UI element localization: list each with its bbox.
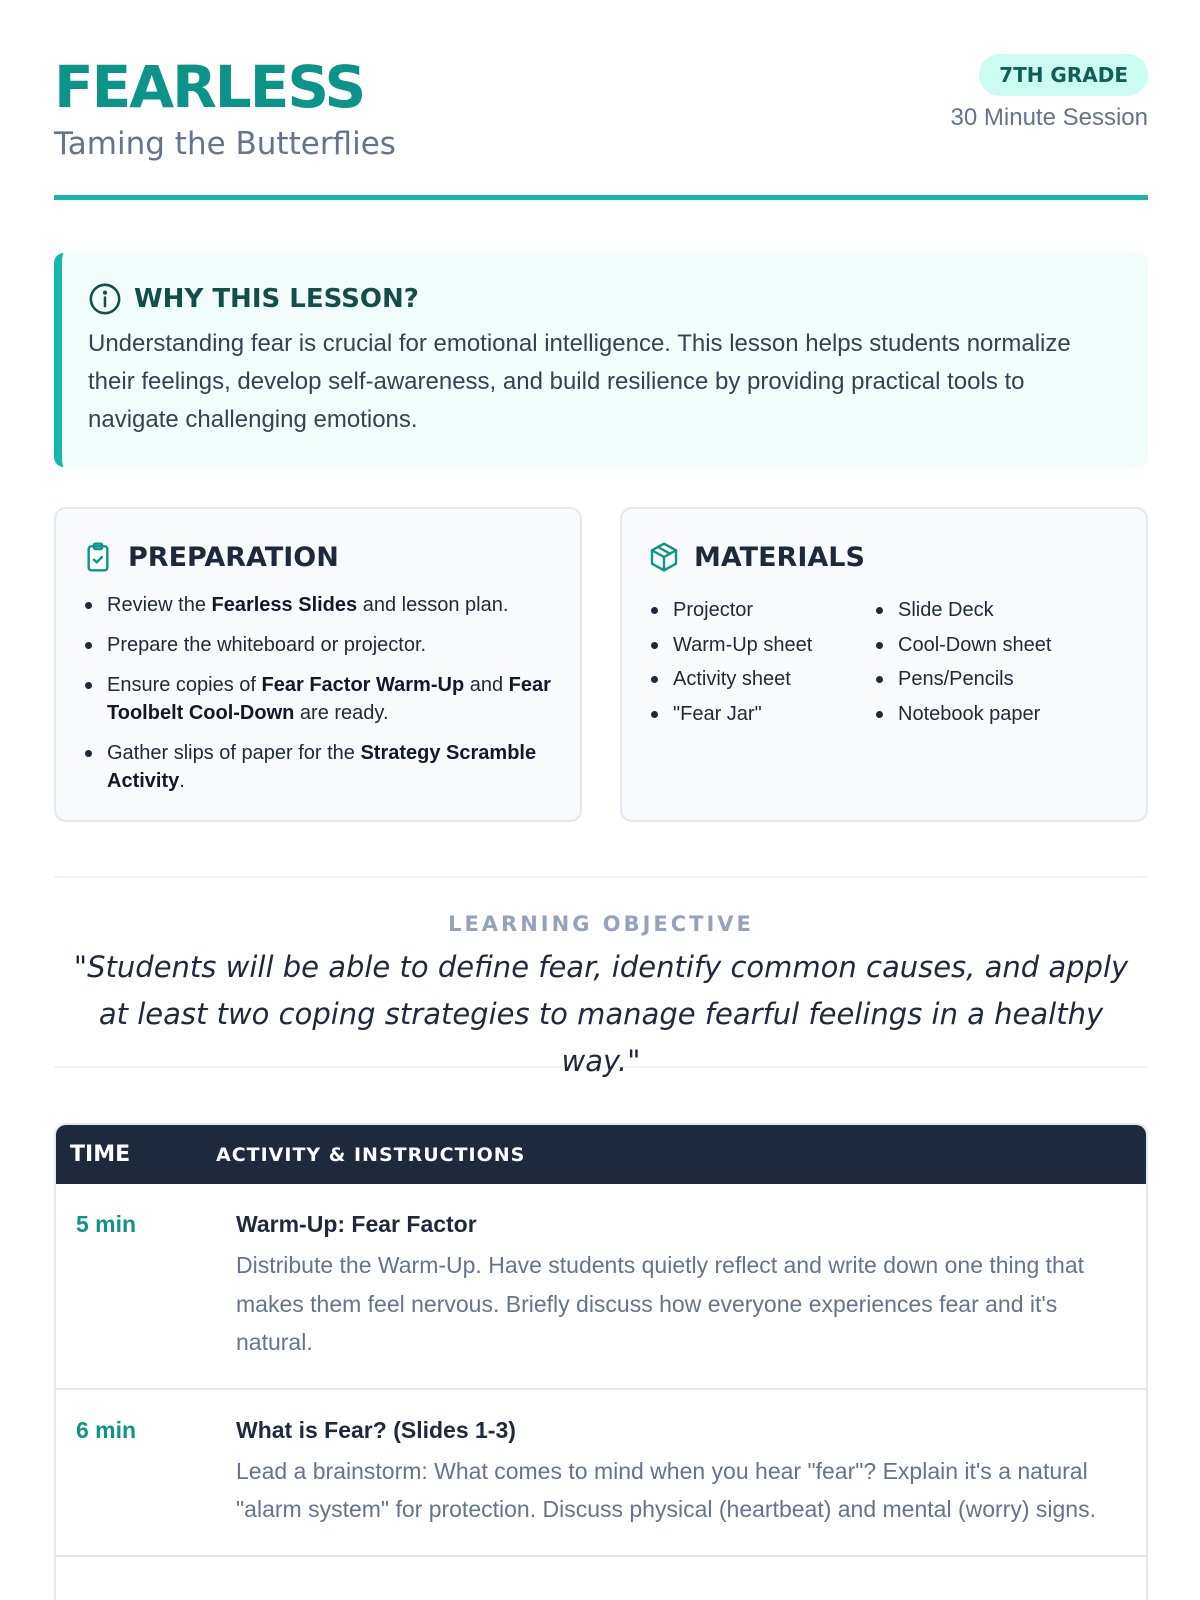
preparation-heading	[82, 537, 554, 577]
preparation-item-text: and lesson plan.	[357, 594, 509, 616]
schedule-header-row	[56, 1125, 1146, 1184]
preparation-list	[82, 591, 554, 795]
materials-item: Projector	[648, 593, 873, 628]
row-content	[236, 1416, 1116, 1529]
materials-list	[648, 593, 1120, 731]
preparation-title: PREPARATION	[128, 541, 339, 573]
preparation-card	[54, 507, 582, 822]
materials-item: Slide Deck	[873, 593, 1098, 628]
preparation-item	[82, 739, 554, 795]
row-content	[236, 1210, 1116, 1362]
row-description: Lead a brainstorm: What comes to mind when you hear "fear"? Explain it's a natural "alarm system" for protection. Discuss physical (heartbeat) and mental (worry) signs.	[236, 1457, 1096, 1522]
preparation-item-text: Gather slips of paper for the	[107, 742, 361, 764]
schedule-table	[54, 1123, 1148, 1600]
why-body: Understanding fear is crucial for emotional intelligence. This lesson helps students normalize their feelings, develop self-awareness, and build resilience by providing practical tools to navigate challenging emotions.	[88, 330, 1071, 433]
row-time: 6 min	[76, 1416, 137, 1443]
why-heading	[88, 279, 1118, 319]
row-time: 5 min	[76, 1211, 137, 1237]
materials-item: Warm-Up sheet	[648, 628, 873, 663]
table-row	[56, 1390, 1146, 1557]
grade-badge: 7TH GRADE	[979, 54, 1148, 96]
objective-text: "Students will be able to define fear, identify common causes, and apply at least two coping strategies to manage fearful feelings in a healthy way."	[73, 950, 1129, 1078]
materials-item: Cool-Down sheet	[873, 628, 1098, 663]
preparation-item-text: Ensure copies of	[107, 674, 262, 696]
preparation-item-text: and	[464, 674, 509, 696]
preparation-item-text: Prepare the whiteboard or projector.	[107, 634, 427, 656]
materials-item: Notebook paper	[873, 697, 1098, 732]
preparation-item-text: .	[179, 770, 185, 792]
materials-item: "Fear Jar"	[648, 697, 873, 732]
lesson-plan-page	[54, 0, 1148, 1522]
materials-item: Pens/Pencils	[873, 662, 1098, 697]
preparation-item-emphasis: Fear Factor Warm-Up	[261, 674, 465, 696]
materials-card	[620, 507, 1148, 822]
info-circle-icon	[88, 282, 122, 316]
row-title: What is Fear? (Slides 1-3)	[236, 1416, 516, 1443]
lesson-subtitle: Taming the Butterflies	[54, 126, 396, 162]
session-length: 30 Minute Session	[950, 104, 1148, 131]
preparation-item	[82, 591, 554, 619]
preparation-item-emphasis: Fear Toolbelt Cool-Down	[107, 674, 551, 724]
preparation-item	[82, 671, 554, 727]
lesson-header	[54, 0, 1148, 200]
preparation-item	[82, 631, 554, 659]
preparation-item-emphasis: Fearless Slides	[211, 594, 358, 616]
time-column-header: TIME	[70, 1142, 131, 1167]
activity-column-header: ACTIVITY & INSTRUCTIONS	[216, 1143, 526, 1166]
preparation-item-text: are ready.	[294, 702, 389, 724]
preparation-item-emphasis: Strategy Scramble Activity	[107, 742, 537, 792]
table-row	[56, 1184, 1146, 1390]
objective-label: LEARNING OBJECTIVE	[448, 912, 754, 936]
clipboard-check-icon	[82, 541, 114, 573]
row-description: Distribute the Warm-Up. Have students quietly reflect and write down one thing that makes them feel nervous. Briefly discuss how everyone experiences fear and it's natural.	[236, 1252, 1085, 1355]
preparation-item-text: Review the	[107, 594, 212, 616]
row-title: Warm-Up: Fear Factor	[236, 1211, 477, 1237]
why-this-lesson-callout	[54, 253, 1148, 467]
why-title: WHY THIS LESSON?	[134, 284, 419, 314]
materials-title: MATERIALS	[694, 541, 865, 573]
lesson-title: FEARLESS	[54, 53, 365, 121]
materials-heading	[648, 537, 1120, 577]
learning-objective	[54, 876, 1148, 1078]
materials-item: Activity sheet	[648, 662, 873, 697]
package-icon	[648, 541, 680, 573]
